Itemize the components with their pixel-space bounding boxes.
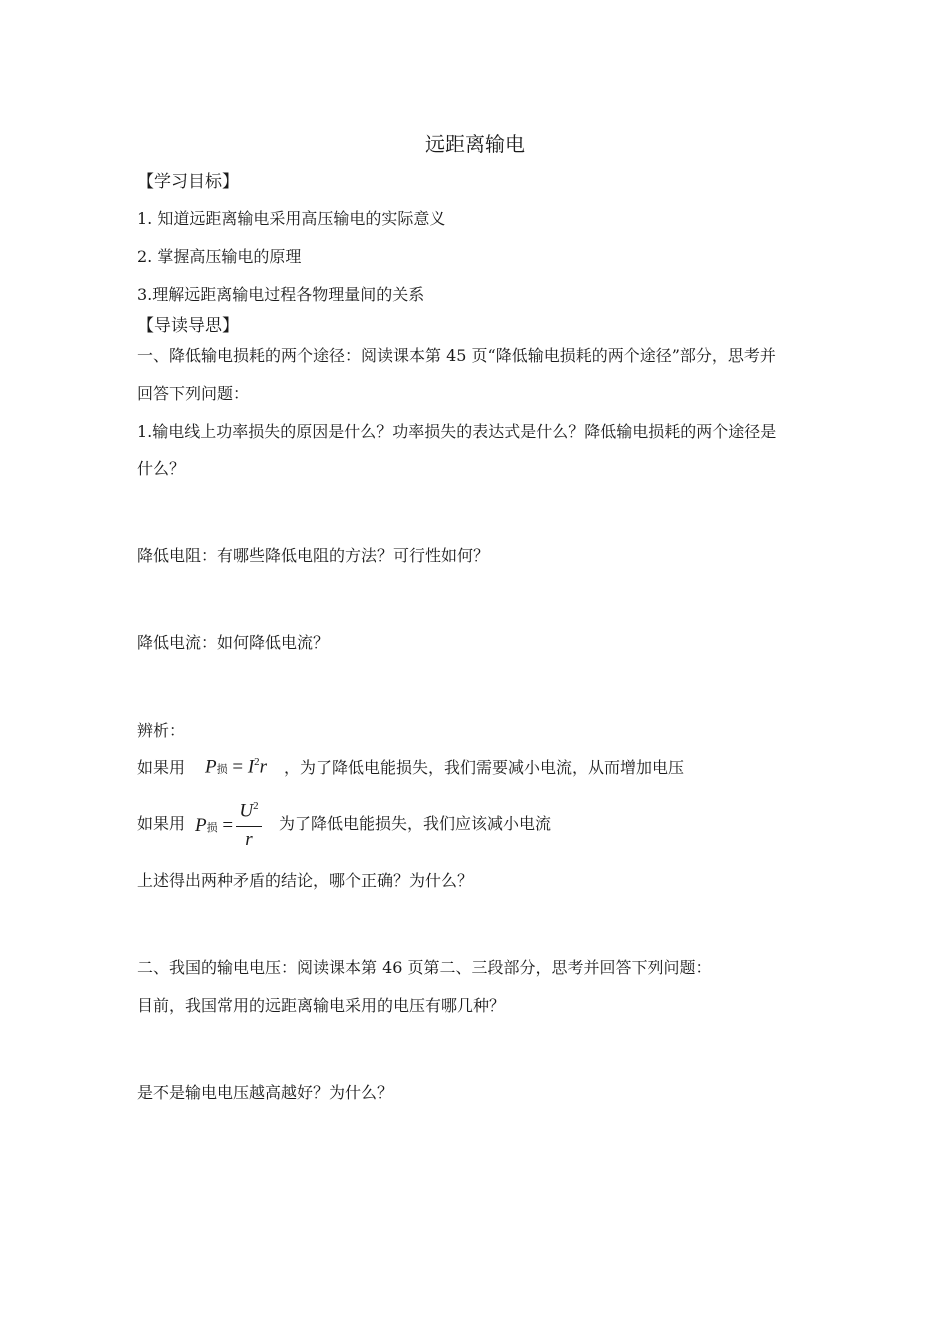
formula1-p: P <box>205 756 217 778</box>
voltage-question: 目前，我国常用的远距离输电采用的电压有哪几种？ <box>137 996 506 1015</box>
formula2-eq: = <box>222 815 234 836</box>
conclusion-1: ，为了降低电能损失，我们需要减小电流，从而增加电压 <box>284 758 685 777</box>
formula2-p: P <box>195 815 207 836</box>
part1-line2: 回答下列问题： <box>137 384 250 403</box>
formula1-i: I <box>247 756 255 778</box>
formula2-sub: 损 <box>206 822 218 834</box>
objective-item-3: 3.理解远距离输电过程各物理量间的关系 <box>137 285 425 304</box>
formula-power-loss-current <box>205 756 267 778</box>
objective-item-1: 1. 知道远距离输电采用高压输电的实际意义 <box>137 209 446 228</box>
reduce-current-question: 降低电流：如何降低电流？ <box>137 633 330 652</box>
formula2-numerator: $U^2$ <box>239 800 259 822</box>
if-use-label-2: 如果用 <box>137 814 186 833</box>
part1-line1: 一、降低输电损耗的两个途径：阅读课本第 45 页“降低输电损耗的两个途径”部分，思考并 <box>137 346 776 365</box>
analysis-label: 辨析： <box>137 721 186 740</box>
contradiction-question: 上述得出两种矛盾的结论，哪个正确？为什么？ <box>137 871 474 890</box>
formula1-eq: = <box>232 756 244 778</box>
question1-line1: 1.输电线上功率损失的原因是什么？功率损失的表达式是什么？降低输电损耗的两个途径是 <box>137 422 777 441</box>
objective-item-2: 2. 掌握高压输电的原理 <box>137 247 302 266</box>
if-use-label-1: 如果用 <box>137 758 186 777</box>
formula1-r: r <box>259 756 268 778</box>
formula2-lhs <box>195 815 233 837</box>
conclusion-2: 为了降低电能损失，我们应该减小电流 <box>279 814 552 833</box>
guide-heading: 【导读导思】 <box>137 316 239 336</box>
part2-line: 二、我国的输电电压：阅读课本第 46 页第二、三段部分，思考并回答下列问题： <box>137 958 712 977</box>
formula2-fraction-bar <box>236 826 262 827</box>
formula1-sub: 损 <box>216 763 228 776</box>
formula2-denominator: r <box>245 829 253 850</box>
reduce-resistance-question: 降低电阻：有哪些降低电阻的方法？可行性如何？ <box>137 546 490 565</box>
document-title: 远距离输电 <box>425 132 525 156</box>
higher-voltage-question: 是不是输电电压越高越好？为什么？ <box>137 1083 394 1102</box>
formula1-exp: 2 <box>254 756 260 768</box>
question1-line2: 什么？ <box>137 459 186 478</box>
objectives-heading: 【学习目标】 <box>137 172 239 192</box>
